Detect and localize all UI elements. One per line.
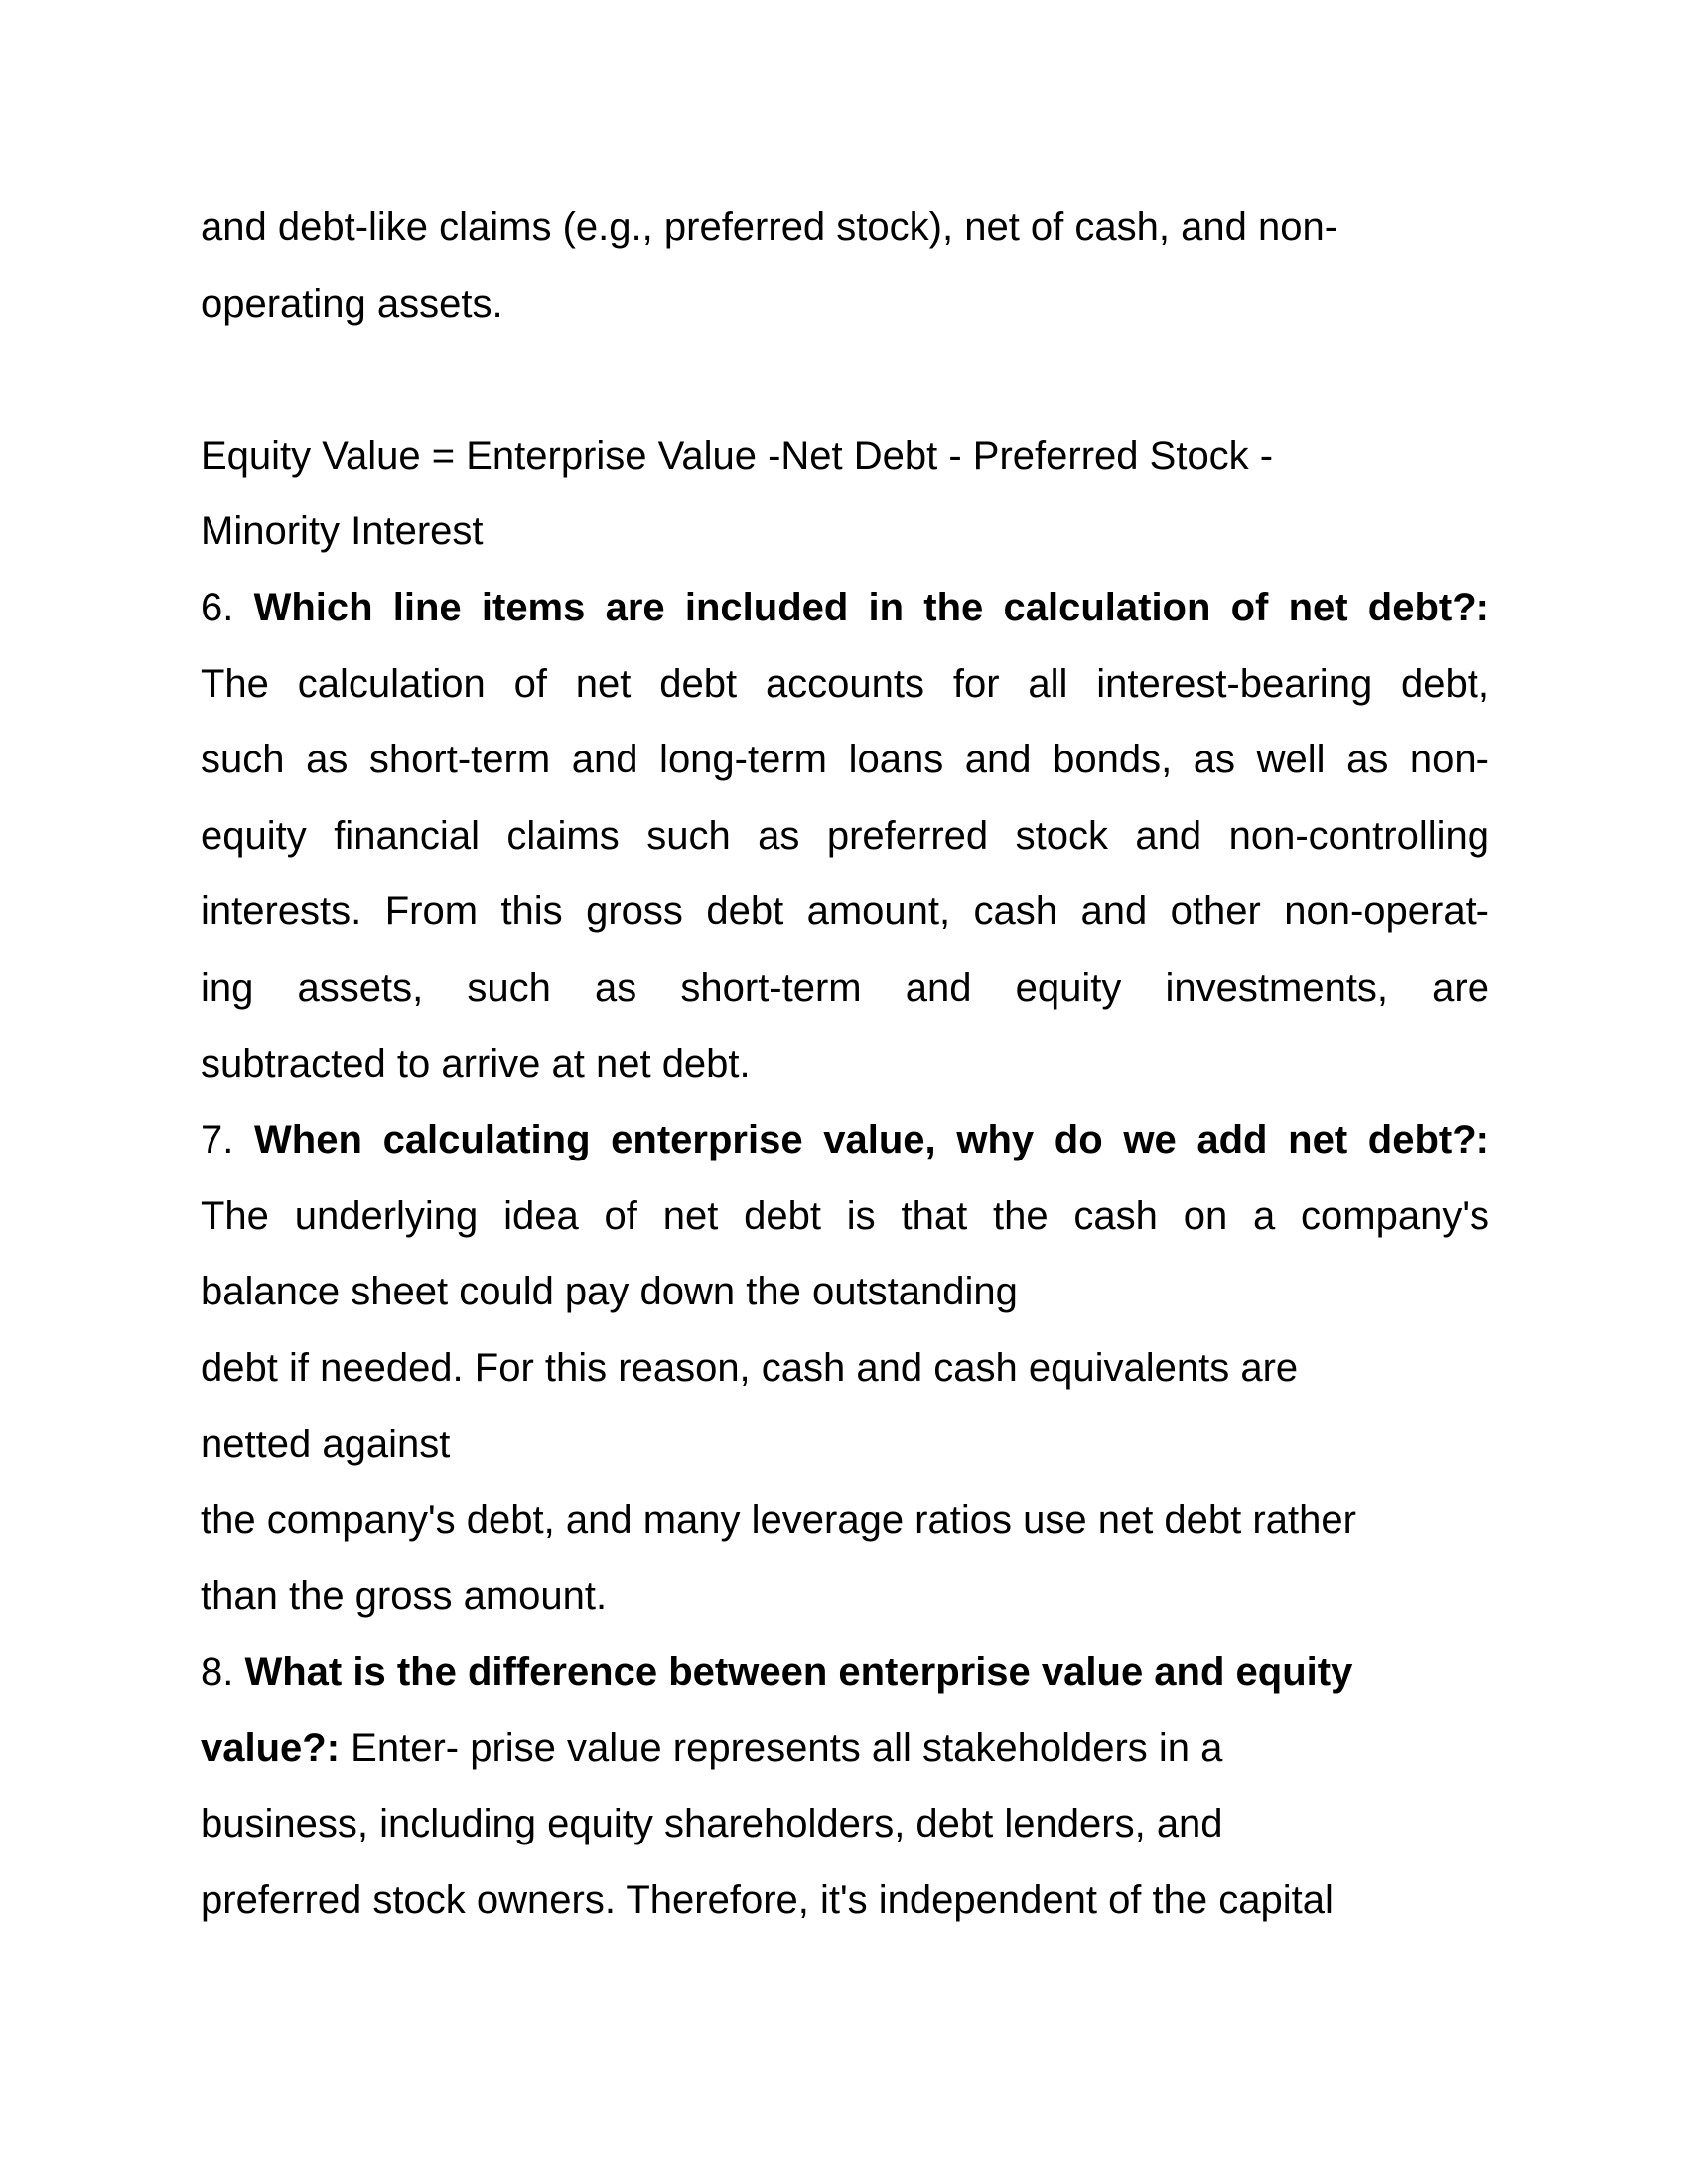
document-body xyxy=(201,190,1489,1939)
answer-line: debt if needed. For this reason, cash and cash equivalents are xyxy=(201,1345,1299,1390)
text-line: operating assets. xyxy=(201,281,503,326)
question-8-continuation xyxy=(201,1710,1489,1787)
formula-line: Equity Value = Enterprise Value -Net Debt - Preferred Stock - xyxy=(201,433,1274,478)
blank-line xyxy=(201,341,1489,418)
answer-line: preferred stock owners. Therefore, it's independent of the capital xyxy=(201,1878,1334,1923)
answer-line: equity financial claims such as preferred stock and non-controlling xyxy=(201,813,1489,858)
question-8-heading xyxy=(201,1634,1489,1710)
answer-line: subtracted to arrive at net debt. xyxy=(201,1041,751,1086)
question-number: 7. xyxy=(201,1118,234,1162)
question-number: 6. xyxy=(201,585,234,629)
answer-line: than the gross amount. xyxy=(201,1573,608,1618)
question-text: When calculating enterprise value, why do we add net debt?: xyxy=(254,1118,1489,1162)
text-line: and debt-like claims (e.g., preferred stock), net of cash, and non- xyxy=(201,205,1338,249)
question-7-heading xyxy=(201,1102,1489,1178)
question-text: Which line items are included in the calculation of net debt?: xyxy=(253,585,1489,629)
answer-line: netted against xyxy=(201,1422,451,1466)
question-text: What is the difference between enterprise value and equity xyxy=(244,1650,1353,1695)
answer-line: balance sheet could pay down the outstanding xyxy=(201,1270,1018,1314)
answer-line: business, including equity shareholders, debt lenders, and xyxy=(201,1802,1223,1846)
answer-text: Enter- prise value represents all stakeholders in a xyxy=(351,1725,1223,1770)
answer-line: such as short-term and long-term loans and bonds, as well as non- xyxy=(201,738,1489,782)
formula-line: Minority Interest xyxy=(201,509,484,554)
question-6-heading xyxy=(201,570,1489,646)
answer-line: The underlying idea of net debt is that the cash on a company's xyxy=(201,1193,1489,1238)
question-number: 8. xyxy=(201,1650,234,1695)
answer-line: the company's debt, and many leverage ratios use net debt rather xyxy=(201,1498,1356,1543)
answer-line: ing assets, such as short-term and equity investments, are xyxy=(201,965,1489,1010)
answer-line: interests. From this gross debt amount, cash and other non-operat- xyxy=(201,889,1489,934)
answer-line: The calculation of net debt accounts for all interest-bearing debt, xyxy=(201,661,1489,706)
question-text: value?: xyxy=(201,1725,341,1770)
